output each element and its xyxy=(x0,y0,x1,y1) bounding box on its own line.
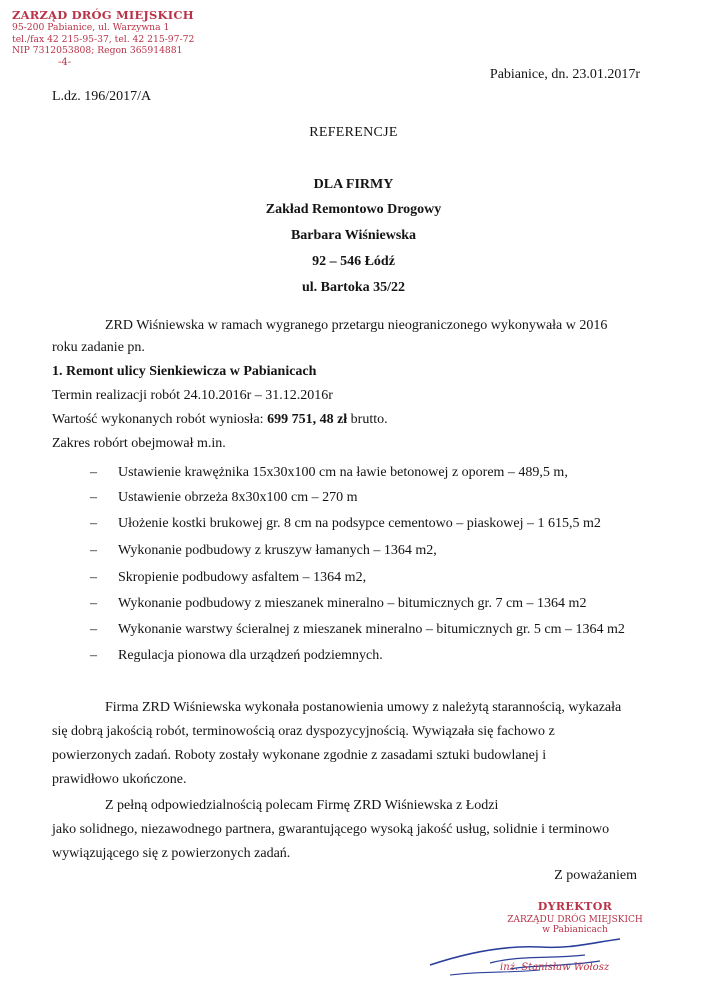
scope-item xyxy=(0,648,707,668)
para3-line-1: Z pełną odpowiedzialnością polecam Firmę ZRD Wiśniewska z Łodzi xyxy=(105,798,499,813)
para3-line-3: wywiązującego się z powierzonych zadań. xyxy=(52,846,291,861)
recipient-street: ul. Bartoka 35/22 xyxy=(301,280,406,295)
scope-item-text: Regulacja pionowa dla urządzeń podziemnych. xyxy=(118,648,383,663)
task-title: 1. Remont ulicy Sienkiewicza w Pabianicach xyxy=(52,364,317,379)
works-value-suffix: brutto. xyxy=(347,412,388,427)
scope-item xyxy=(0,516,707,536)
realization-term: Termin realizacji robót 24.10.2016r – 31.12.2016r xyxy=(52,388,333,403)
scope-item xyxy=(0,570,707,590)
stamp-title: ZARZĄD DRÓG MIEJSKICH xyxy=(12,8,194,22)
scope-item xyxy=(0,465,707,485)
signature-role: DYREKTOR xyxy=(537,900,613,913)
signature-city: w Pabianicach xyxy=(542,925,608,935)
para2-line-2: się dobrą jakością robót, terminowością oraz dyspozycyjnością. Wywiązała się fachowo z xyxy=(52,724,555,739)
list-dash: – xyxy=(90,596,97,611)
stamp-phones: tel./fax 42 215-95-37, tel. 42 215-97-72 xyxy=(12,33,195,45)
list-dash: – xyxy=(90,648,97,663)
list-dash: – xyxy=(90,622,97,637)
para3-line-2: jako solidnego, niezawodnego partnera, gwarantującego wysoką jakość usług, solidnie i terminowo xyxy=(52,822,610,837)
header-stamp xyxy=(12,8,222,69)
intro-line-2: roku zadanie pn. xyxy=(52,340,145,355)
para2-line-3: powierzonych zadań. Roboty zostały wykonane zgodnie z zasadami sztuki budowlanej i xyxy=(52,748,547,763)
signature-name: inż. Stanisław Wołosz xyxy=(500,962,610,973)
stamp-ids: NIP 7312053808; Regon 365914881 xyxy=(12,45,183,56)
closing-regards: Z poważaniem xyxy=(554,868,637,883)
scope-item xyxy=(0,490,707,510)
document-title: REFERENCJE xyxy=(309,125,398,140)
signature-org: ZARZĄDU DRÓG MIEJSKICH xyxy=(507,915,643,925)
recipient-line-1: DLA FIRMY xyxy=(313,177,394,192)
works-value-prefix: Wartość wykonanych robót wyniosła: xyxy=(52,412,268,427)
list-dash: – xyxy=(90,570,97,585)
scope-item xyxy=(0,596,707,616)
recipient-postcode: 92 – 546 Łódź xyxy=(312,254,395,269)
reference-number: L.dz. 196/2017/A xyxy=(52,89,152,104)
recipient-company: Zakład Remontowo Drogowy xyxy=(265,202,442,217)
scope-item-text: Skropienie podbudowy asfaltem – 1364 m2, xyxy=(118,570,367,585)
works-value-amount: 699 751, 48 zł xyxy=(267,412,348,427)
intro-line-1: ZRD Wiśniewska w ramach wygranego przetargu nieograniczonego wykonywała w 2016 xyxy=(105,318,608,333)
scope-item-text: Ustawienie obrzeża 8x30x100 cm – 270 m xyxy=(118,490,358,505)
list-dash: – xyxy=(90,543,97,558)
para2-line-1: Firma ZRD Wiśniewska wykonała postanowienia umowy z należytą starannością, wykazała xyxy=(105,700,622,715)
recipient-owner: Barbara Wiśniewska xyxy=(290,228,417,243)
list-dash: – xyxy=(90,465,97,480)
scope-intro: Zakres robórt obejmował m.in. xyxy=(52,436,226,451)
scope-item-text: Wykonanie podbudowy z kruszyw łamanych – 1364 m2, xyxy=(118,543,437,558)
stamp-page-mark: -4- xyxy=(58,56,72,68)
stamp-address: 95-200 Pabianice, ul. Warzywna 1 xyxy=(12,22,170,33)
list-dash: – xyxy=(90,516,97,531)
city-date: Pabianice, dn. 23.01.2017r xyxy=(489,67,640,82)
scope-item-text: Wykonanie warstwy ścieralnej z mieszanek mineralno – bitumicznych gr. 5 cm – 1364 m2 xyxy=(118,622,625,637)
works-value xyxy=(52,412,388,428)
scope-item-text: Wykonanie podbudowy z mieszanek mineralno – bitumicznych gr. 7 cm – 1364 m2 xyxy=(118,596,587,611)
scope-item xyxy=(0,543,707,563)
scope-item xyxy=(0,622,707,642)
scope-item-text: Ustawienie krawężnika 15x30x100 cm na ławie betonowej z oporem – 489,5 m, xyxy=(118,465,568,480)
para2-line-4: prawidłowo ukończone. xyxy=(52,772,187,787)
handwritten-signature xyxy=(420,925,660,990)
list-dash: – xyxy=(90,490,97,505)
scope-item-text: Ułożenie kostki brukowej gr. 8 cm na podsypce cementowo – piaskowej – 1 615,5 m2 xyxy=(118,516,601,531)
